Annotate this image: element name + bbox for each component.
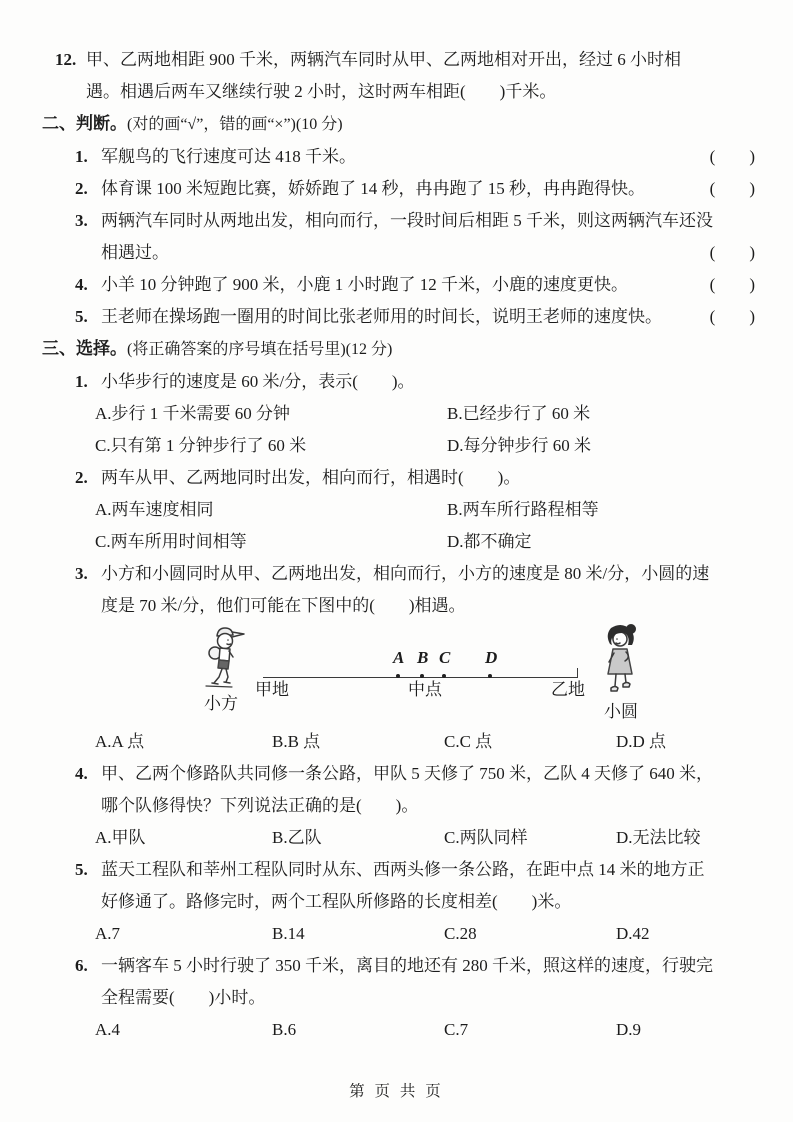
- point-a-dot: [396, 674, 400, 678]
- item-number: 4.: [75, 275, 88, 294]
- boy-label: 小方: [204, 694, 238, 713]
- question-stem-line1: 一辆客车 5 小时行驶了 350 千米，离目的地还有 280 千米，照这样的速度，行驶完: [101, 956, 713, 975]
- question-number: 1.: [75, 372, 88, 391]
- boy-figure-icon: [198, 626, 252, 690]
- judge-item-2: [75, 173, 755, 205]
- question-number: 3.: [75, 564, 88, 583]
- start-point-label: 甲地: [255, 680, 289, 699]
- option-a: A.4: [95, 1020, 121, 1039]
- question-stem: [101, 950, 755, 1014]
- point-c-dot: [442, 674, 446, 678]
- question-stem-line1: 甲、乙两个修路队共同修一条公路，甲队 5 天修了 750 米，乙队 4 天修了 640 米，: [101, 764, 713, 783]
- item-number: 1.: [75, 147, 88, 166]
- point-c-label: C: [439, 648, 451, 667]
- girl-label: 小圆: [604, 702, 638, 721]
- option-c: C.7: [444, 1020, 469, 1039]
- point-b-label: B: [417, 648, 429, 667]
- point-b-dot: [420, 674, 424, 678]
- choice-question-1: [75, 366, 755, 398]
- item-text: 军舰鸟的飞行速度可达 418 千米。: [101, 147, 356, 166]
- choice-question-6: [75, 950, 755, 1014]
- point-d-dot: [488, 674, 492, 678]
- question-stem-line2: 哪个队修得快？下列说法正确的是( )。: [101, 796, 419, 815]
- judge-item-1: [75, 141, 755, 173]
- end-point-label: 乙地: [551, 680, 585, 699]
- item-number: 2.: [75, 179, 88, 198]
- option-b: B.B 点: [272, 732, 321, 751]
- choice-question-3: [75, 558, 755, 622]
- option-c: C.两车所用时间相等: [95, 532, 247, 551]
- choice-q6-options: [95, 1014, 755, 1046]
- meeting-point-diagram: [42, 622, 755, 726]
- question-number: 12.: [55, 50, 77, 69]
- question-stem-line2: 好修通了。路修完时，两个工程队所修路的长度相差( )米。: [101, 892, 572, 911]
- item-text-line1: 两辆汽车同时从两地出发，相向而行，一段时间后相距 5 千米，则这两辆汽车还没: [101, 211, 713, 230]
- option-a: A.甲队: [95, 828, 146, 847]
- option-b: B.14: [272, 924, 305, 943]
- item-text-line2: 相遇过。: [101, 243, 169, 262]
- section-choice-title: 三、选择。: [42, 339, 127, 358]
- item-number: 5.: [75, 307, 88, 326]
- choice-q4-options: [95, 822, 755, 854]
- section-choice-header: [42, 333, 755, 366]
- choice-question-2: [75, 462, 755, 494]
- judge-item-4: [75, 269, 755, 301]
- answer-bracket: ( ): [709, 307, 755, 326]
- option-b: B.两车所行路程相等: [447, 500, 599, 519]
- point-d-label: D: [485, 648, 498, 667]
- question-stem-line2: 度是 70 米/分，他们可能在下图中的( )相遇。: [101, 596, 466, 615]
- section-judge-header: [42, 108, 755, 141]
- question-stem: 小华步行的速度是 60 米/分，表示( )。: [101, 372, 415, 391]
- option-b: B.乙队: [272, 828, 322, 847]
- choice-q5-options: [95, 918, 755, 950]
- answer-bracket: ( ): [709, 179, 755, 198]
- item-number: 3.: [75, 211, 88, 230]
- option-a: A.A 点: [95, 732, 145, 751]
- question-stem: [101, 558, 755, 622]
- option-a: A.两车速度相同: [95, 500, 214, 519]
- question-number: 6.: [75, 956, 88, 975]
- option-d: D.D 点: [616, 732, 667, 751]
- question-stem: [101, 854, 755, 918]
- question-stem: 两车从甲、乙两地同时出发，相向而行，相遇时( )。: [101, 468, 521, 487]
- item-text: 体育课 100 米短跑比赛，娇娇跑了 14 秒，冉冉跑了 15 秒，冉冉跑得快。: [101, 179, 645, 198]
- girl-figure-icon: [598, 622, 644, 702]
- point-a-label: A: [393, 648, 405, 667]
- judge-item-5: [75, 301, 755, 333]
- judge-item-3: [75, 205, 755, 269]
- choice-q1-options-row2: [95, 430, 755, 462]
- option-b: B.已经步行了 60 米: [447, 404, 591, 423]
- section-choice-subtitle: (将正确答案的序号填在括号里)(12 分): [127, 341, 393, 358]
- option-a: A.步行 1 千米需要 60 分钟: [95, 404, 291, 423]
- question-stem-line2: 全程需要( )小时。: [101, 988, 266, 1007]
- option-d: D.无法比较: [616, 828, 701, 847]
- answer-bracket: ( ): [709, 147, 755, 166]
- option-b: B.6: [272, 1020, 297, 1039]
- page-footer: 第 页 共 页: [349, 1083, 444, 1100]
- question-text: [86, 44, 755, 108]
- answer-bracket: ( ): [709, 243, 755, 262]
- question-number: 2.: [75, 468, 88, 487]
- choice-q2-options-row1: [95, 494, 755, 526]
- option-d: D.42: [616, 924, 650, 943]
- item-text: 王老师在操场跑一圈用的时间比张老师用的时间长，说明王老师的速度快。: [101, 307, 662, 326]
- option-d: D.每分钟步行 60 米: [447, 436, 592, 455]
- section-judge-subtitle: (对的画“√”，错的画“×”)(10 分): [127, 116, 343, 133]
- option-d: D.9: [616, 1020, 642, 1039]
- choice-q1-options-row1: [95, 398, 755, 430]
- option-c: C.C 点: [444, 732, 493, 751]
- midpoint-label: 中点: [408, 680, 442, 699]
- option-c: C.28: [444, 924, 477, 943]
- question-number: 5.: [75, 860, 88, 879]
- line-end-tick: [577, 668, 578, 678]
- option-c: C.两队同样: [444, 828, 528, 847]
- choice-question-5: [75, 854, 755, 918]
- option-a: A.7: [95, 924, 121, 943]
- answer-bracket: ( ): [709, 275, 755, 294]
- question-stem-line1: 小方和小圆同时从甲、乙两地出发，相向而行，小方的速度是 80 米/分，小圆的速: [101, 564, 710, 583]
- option-c: C.只有第 1 分钟步行了 60 米: [95, 436, 307, 455]
- item-text: 小羊 10 分钟跑了 900 米，小鹿 1 小时跑了 12 千米，小鹿的速度更快。: [101, 275, 628, 294]
- option-d: D.都不确定: [447, 532, 532, 551]
- section-judge-title: 二、判断。: [42, 114, 127, 133]
- question-12: [42, 44, 755, 108]
- choice-q2-options-row2: [95, 526, 755, 558]
- item-text: [101, 205, 713, 269]
- question-stem-line1: 蓝天工程队和莘州工程队同时从东、西两头修一条公路，在距中点 14 米的地方正: [101, 860, 705, 879]
- question-12-line1: 甲、乙两地相距 900 千米，两辆汽车同时从甲、乙两地相对开出，经过 6 小时相: [86, 50, 681, 69]
- choice-q3-options: [95, 726, 755, 758]
- question-12-line2: 遇。相遇后两车又继续行驶 2 小时，这时两车相距( )千米。: [86, 82, 557, 101]
- question-number: 4.: [75, 764, 88, 783]
- question-stem: [101, 758, 755, 822]
- choice-question-4: [75, 758, 755, 822]
